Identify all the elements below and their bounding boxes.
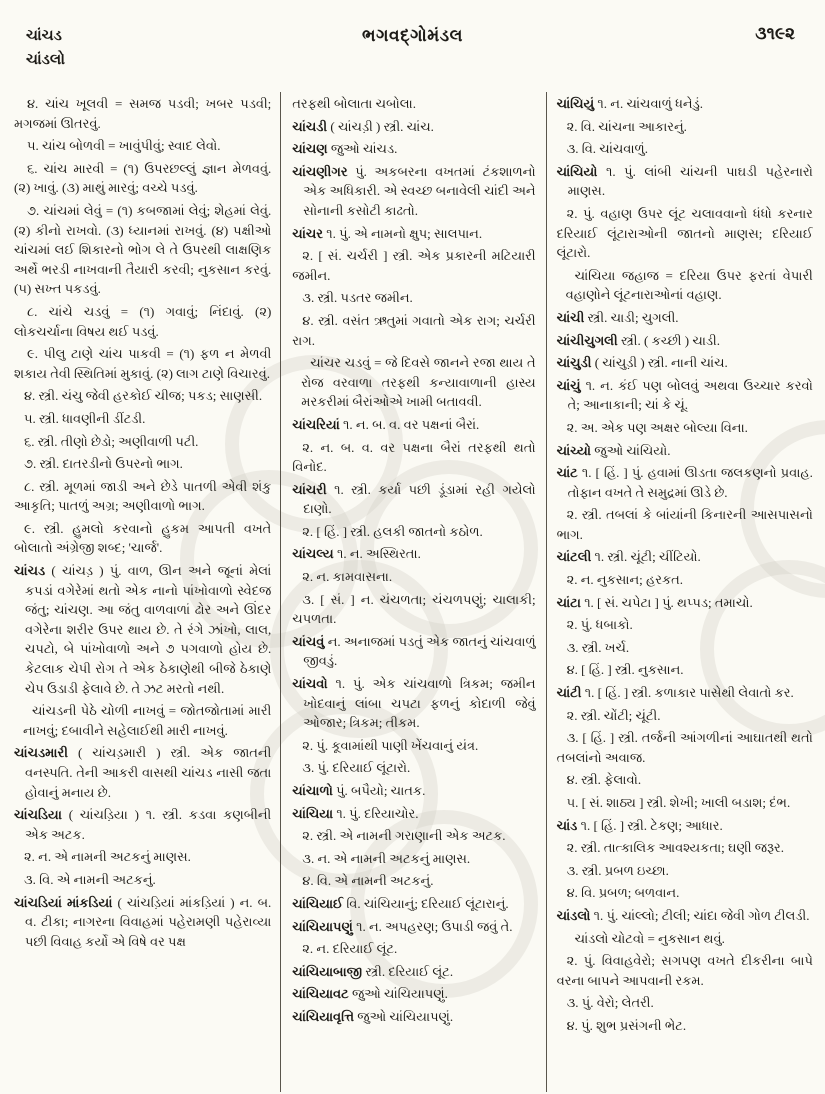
column-3 bbox=[547, 92, 813, 1092]
dict-entry: ચાંચિયાપણું ૧. ન. અપહરણ; ઉપાડી જવું તે. bbox=[292, 918, 513, 934]
dict-entry: ચાંચવું ન. અનાજમાં પડતું એક જાતનું ચાંચવાળું જીવડું. bbox=[292, 633, 536, 669]
dict-idiom: ચાંડલો ચોટવો = નુકસાન થવું. bbox=[574, 930, 725, 946]
dict-entry: ચાંચડમારી ( ચાંચડ઼મારી ) સ્ત્રી. એક જાતની વનસ્પતિ. તેની આકરી વાસથી ચાંચડ નાસી જતા હોવાનું મનાય છે. bbox=[14, 745, 272, 800]
dict-idiom: ચાંચર ચડવું = જે દિવસે જાનને રજા થાય તે રોજ વરવાળા તરફથી કન્યાવાળાની હાસ્ય મરકરીમાં બૈરાંઓએ ખામી બતાવવી. bbox=[301, 355, 536, 410]
headword: ચાંચર bbox=[292, 225, 327, 241]
dict-entry: ચાંચડી ( ચાંચડ઼ી ) સ્ત્રી. ચાંચ. bbox=[292, 118, 434, 134]
headword: ચાંચડિયાં માંકડિયાં bbox=[14, 894, 118, 910]
dict-numdef: ૨. [ સં. ચર્ચરી ] સ્ત્રી. એક પ્રકારની મટિયારી જમીન. bbox=[292, 248, 536, 283]
headword: ચાંચરી bbox=[292, 481, 335, 497]
headword: ચાંડ bbox=[556, 817, 581, 833]
dict-entry: ચાંચ્યો જુઓ ચાંચિયો. bbox=[556, 442, 671, 458]
headword: ચાંચડમારી bbox=[14, 745, 78, 761]
headword: ચાંચિયો bbox=[556, 163, 606, 179]
dict-numdef: ૨. સ્ત્રી. ચોંટી; ચૂંટી. bbox=[566, 707, 661, 723]
dict-entry: ચાંચણ જુઓ ચાંચડ. bbox=[292, 141, 398, 157]
dict-numdef: ૨. ન. બ. વ. વર પક્ષના બૈરાં તરફથી થતો વિનોદ. bbox=[292, 439, 536, 475]
dict-numdef: ૪. [ હિં. ] સ્ત્રી. નુકસાન. bbox=[566, 662, 684, 678]
headword: ચાંચીચુગલી bbox=[556, 332, 621, 348]
headword: ચાંચિયાઈ bbox=[292, 895, 347, 911]
dict-entry: ચાંચાળો પું. બપૈયો; ચાતક. bbox=[292, 783, 426, 798]
dict-sense: ૫. ચાંચ બોળવી = ખાવુંપીવું; સ્વાદ લેવો. bbox=[27, 138, 221, 154]
dict-numdef: ૫. [ સં. શાઠ્ય ] સ્ત્રી. શેખી; ખાલી બડાશ; દંભ. bbox=[566, 795, 791, 810]
headword: ચાંચણીગર bbox=[292, 163, 356, 179]
dict-numdef: ૨. ન. નુકસાન; હરકત. bbox=[566, 572, 684, 588]
column-2 bbox=[280, 92, 546, 1092]
dict-entry: ચાંટલી ૧. સ્ત્રી. ચૂંટી; ચીંટિયો. bbox=[556, 549, 701, 565]
dict-entry: ચાંચિયાવટ જુઓ ચાંચિયાપણું. bbox=[292, 986, 448, 1002]
dict-entry: ચાંડલો ૧. પું. ચાંલ્લો; ટીલી; ચાંદા જેવી ગોળ ટીલડી. bbox=[556, 907, 810, 923]
dict-entry: ચાંચલ્ય ૧. ન. અસ્થિરતા. bbox=[292, 546, 421, 562]
dict-numdef: ૫. સ્ત્રી. ધાવણીની ડીંટડી. bbox=[24, 410, 146, 426]
headword: ચાંચિયાવૃત્તિ bbox=[292, 1008, 358, 1024]
dict-entry: ચાંચવો ૧. પું. એક ચાંચવાળો ત્રિકમ; જમીન ખોદવાનું લાંબા ચપટા ફળનું કોદાળી જેવું ઓજાર; ત્રિકમ; તીકમ. bbox=[292, 676, 536, 731]
headword: ચાંચણ bbox=[292, 141, 331, 157]
dict-numdef: ૪. વિ. પ્રબળ; બળવાન. bbox=[566, 885, 680, 901]
dict-entry: ચાંટી ૧. [ હિં. ] સ્ત્રી. કળાકાર પાસેથી લેવાતો કર. bbox=[556, 685, 794, 701]
headword: ચાંટલી bbox=[556, 549, 595, 565]
dict-entry: ચાંચડિયાં માંકડિયાં ( ચાંચડ઼િયાં માંકડ઼િયાં ) ન. બ. વ. ટીકા; નાગરના વિવાહમાં પહેરામણી પહેરાવ્યા પછી વિવાહ કર્યો એ વિષે વર પક્ષ bbox=[14, 894, 272, 949]
headword: ચાંટી bbox=[556, 685, 585, 701]
headword: ચાંચલ્ય bbox=[292, 546, 337, 562]
dict-entry: ચાંચું ૧. ન. કંઈ પણ બોલવું અથવા ઉચ્ચાર કરવો તે; આનાકાની; ચાં કે ચૂં. bbox=[556, 377, 813, 413]
headword: ચાંટ bbox=[556, 465, 582, 481]
book-title: ભગવદ્ગોમંડલ bbox=[362, 26, 463, 45]
headword: ચાંચવો bbox=[292, 676, 336, 692]
dict-numdef: ૨. ન. કામવાસના. bbox=[302, 569, 393, 585]
text-columns bbox=[14, 92, 813, 1092]
dict-sense: ૭. ચાંચમાં લેવું = (૧) કબજામાં લેવું; શેહમાં લેવું. (૨) કીનો રાખવો. (૩) ધ્યાનમાં રાખવું. (૪) પક્ષીઓ ચાંચમાં લઈ શિકારનો ભોગ લે તે ઉપરથી લાક્ષણિક અર્થે ભરડી નાખવાની તૈયારી કરવી; નુકસાન કરવું. (૫) સખ્ત પકડવું. bbox=[14, 202, 272, 297]
dict-sense: ૯. પીલુ ટાણે ચાંચ પાકવી = (૧) ફળ ન મેળવી શકાય તેવી સ્થિતિમાં મુકાવું. (૨) લાગ ટાણે વિચારવું. bbox=[14, 346, 272, 381]
headword: ચાંચિયાબાજી bbox=[292, 963, 366, 979]
page-header bbox=[0, 0, 825, 78]
headword: ચાંચ્યો bbox=[556, 442, 595, 458]
dict-entry: ચાંચડિયા ( ચાંચડ઼િયા ) ૧. સ્ત્રી. કડવા કણબીની એક અટક. bbox=[14, 807, 272, 842]
dict-entry: ચાંડ ૧. [ હિં. ] સ્ત્રી. ટેકણ; આધાર. bbox=[556, 817, 723, 833]
dict-sense: ૮. ચાંચે ચડવું = (૧) ગવાવું; નિંદાવું. (૨) લોકચર્ચાના વિષય થઈ પડવું. bbox=[14, 303, 272, 339]
headword: ચાંચિયું bbox=[556, 96, 598, 111]
dict-entry: ચાંચિયાઈ વિ. ચાંચિયાનું; દરિયાઈ લૂંટારાનું. bbox=[292, 895, 509, 911]
dict-numdef: ૯. સ્ત્રી. હુમલો કરવાનો હુકમ આપતી વખતે બોલાતો અંગ્રેજી શબ્દ; 'ચાર્જ'. bbox=[14, 520, 272, 556]
dict-numdef: ૨. સ્ત્રી. તબલાં કે બાંયાંની કિનારની આસપાસનો ભાગ. bbox=[556, 507, 813, 542]
dict-numdef: ૪. પું. શુભ પ્રસંગની ભેટ. bbox=[566, 1017, 687, 1033]
dict-numdef: ૨. પું. ધબાકો. bbox=[566, 617, 633, 633]
dict-entry: ચાંચુડી ( ચાંચુડ઼ી ) સ્ત્રી. નાની ચાંચ. bbox=[556, 355, 728, 371]
dict-numdef: ૩. ન. એ નામની અટકનું માણસ. bbox=[302, 850, 471, 866]
dict-numdef: ૬. સ્ત્રી. તીણો છેડો; અણીવાળી પટી. bbox=[24, 433, 199, 449]
dict-numdef: ૨. ન. દરિયાઈ લૂંટ. bbox=[302, 941, 398, 957]
dict-entry: ચાંચરી ૧. સ્ત્રી. કર્યા પછી ડૂંડામાં રહી ગયેલો દાણો. bbox=[292, 481, 536, 517]
headword: ચાંચુડી bbox=[556, 355, 595, 371]
dict-numdef: ૩. [ હિં. ] સ્ત્રી. તર્જની આંગળીનાં આઘાતથી થતો તબલાંનો અવાજ. bbox=[556, 730, 813, 765]
dict-entry: ચાંચડ ( ચાંચડ઼ ) પું. વાળ, ઊન અને જૂનાં મેલાં કપડાં વગેરેમાં થતો એક નાનો પાંખોવાળો સ્વેદજ જંતુ; ચાંચણ. આ જંતુ વાળવાળાં ઢોર અને ઊંદર વગેરેના શરીર ઉપર થાય છે. તે રંગે ઝાંખો, લાલ, ચપટો, બે પાંખોવાળો અને ૭ પગવાળો હોય છે. કેટલાક ચેપી રોગ તે એક ઠેકાણેથી બીજે ઠેકાણે ચેપ ઉડાડી ફેલાવે છે. તે ઝટ મરતો નથી. bbox=[14, 563, 272, 696]
dict-entry: ચાંચિયાબાજી સ્ત્રી. દરિયાઈ લૂંટ. bbox=[292, 963, 454, 979]
headword: ચાંચિયાવટ bbox=[292, 986, 352, 1002]
page-number: ૩૧૯૨ bbox=[755, 24, 795, 43]
column-1 bbox=[14, 92, 280, 1092]
dict-entry: ચાંચિયું ૧. ન. ચાંચવાળું ધનેડું. bbox=[556, 96, 704, 111]
headword: ચાંચિયા bbox=[292, 805, 337, 821]
dict-numdef: ૩. [ સં. ] ન. ચંચળતા; ચંચળપણું; ચાલાકી; ચપળતા. bbox=[292, 591, 536, 627]
headword: ચાંચરિયાં bbox=[292, 416, 344, 432]
dict-sense: ૬. ચાંચ મારવી = (૧) ઉપરછલ્લું જ્ઞાન મેળવવું. (૨) ખાવું. (૩) માથું મારવું; વચ્ચે પડવું. bbox=[14, 160, 272, 196]
dict-numdef: ૪. વિ. એ નામની અટકનું. bbox=[302, 873, 434, 889]
dict-numdef: ૨. સ્ત્રી. એ નામની ગરાણાની એક અટક. bbox=[302, 828, 506, 844]
dict-numdef: ૪. સ્ત્રી. ચંચુ જેવી હરકોઈ ચીજ; પકડ; સાણસી. bbox=[24, 388, 263, 404]
dict-entry: ચાંચણીગર પું. અકબરના વખતમાં ટંકશાળનો એક અધિકારી. એ સ્વચ્છ બનાવેલી ચાંદી અને સોનાની કસોટી કાઢતો. bbox=[292, 163, 536, 218]
dict-entry: ચાંચિયા ૧. પું. દરિયાચોર. bbox=[292, 805, 419, 821]
dict-entry: ચાંટા ૧. [ સં. ચપેટા ] પું. થપ્પડ; તમાચો. bbox=[556, 594, 753, 610]
dict-numdef: ૩. સ્ત્રી. પ્રબળ ઇચ્છા. bbox=[566, 862, 669, 878]
headword: ચાંચડિયા bbox=[14, 807, 69, 823]
dict-numdef: ૨. સ્ત્રી. તાત્કાલિક આવશ્યકતા; ઘણી જરૂર. bbox=[566, 840, 784, 856]
dict-entry: ચાંચીચુગલી સ્ત્રી. ( કચ્છી ) ચાડી. bbox=[556, 332, 721, 348]
headword: ચાંચવું bbox=[292, 633, 328, 649]
dict-sense: ૪. ચાંચ ખૂલવી = સમજ પડવી; ખબર પડવી; મગજમાં ઊતરવું. bbox=[14, 96, 272, 131]
dict-numdef: ૨. પું. વિવાહવેરો; સગપણ વખતે દીકરીના બાપે વરના બાપને આપવાની રકમ. bbox=[556, 953, 813, 988]
dict-entry: ચાંચિયાવૃત્તિ જુઓ ચાંચિયાપણું. bbox=[292, 1008, 454, 1024]
dict-entry: ચાંચી સ્ત્રી. ચાડી; ચુગલી. bbox=[556, 309, 679, 325]
dict-numdef: ૨. અ. એક પણ અક્ષર બોલ્યા વિના. bbox=[566, 419, 748, 435]
dict-entry: ચાંચર ૧. પું. એ નામનો ક્ષુપ; સાલપાન. bbox=[292, 225, 483, 241]
dict-numdef: ૨. પું. વહાણ ઉપર લૂંટ ચલાવવાનો ધંધો કરનાર દરિયાઈ લૂંટારાઓની જાતનો માણસ; દરિયાઈ લૂંટારો. bbox=[556, 205, 813, 261]
headword: ચાંડલો bbox=[556, 907, 594, 923]
dict-numdef: ૩. સ્ત્રી. પડતર જમીન. bbox=[302, 290, 413, 306]
dict-numdef: ૨. વિ. ચાંચના આકારનું. bbox=[566, 118, 687, 134]
dict-numdef: ૩. વિ. ચાંચવાળું. bbox=[566, 141, 648, 157]
dict-numdef: ૨. [ હિં. ] સ્ત્રી. હલકી જાતનો કઠોળ. bbox=[302, 523, 483, 539]
headword: ચાંચિયાપણું bbox=[292, 918, 357, 934]
headword: ચાંચડ bbox=[14, 563, 52, 579]
dict-entry: ચાંટ ૧. [ હિં. ] પું. હવામાં ઊડતા જલકણનો પ્રવાહ. તોફાન વખતે તે સમુદ્રમાં ઊડે છે. bbox=[556, 465, 813, 500]
dict-numdef: ૪. સ્ત્રી. ફેલાવો. bbox=[566, 772, 642, 788]
guide-word-bottom: ચાંડલો bbox=[26, 52, 66, 68]
dict-numdef: ૩. વિ. એ નામની અટકનું. bbox=[24, 871, 156, 887]
headword: ચાંચી bbox=[556, 309, 588, 325]
headword: ચાંટા bbox=[556, 594, 585, 610]
headword: ચાંચડી bbox=[292, 118, 331, 134]
dict-idiom: ચાંચડની પેઠે ચોળી નાખવું = જોતજોતામાં મારી નાખવું; દબાવીને સહેલાઈથી મારી નાખવું. bbox=[23, 703, 272, 738]
guide-word-top: ચાંચડ bbox=[26, 28, 62, 44]
dict-numdef: ૭. સ્ત્રી. દાતરડીનો ઉપરનો ભાગ. bbox=[24, 456, 183, 472]
dict-numdef: ૨. પું. કૂવામાંથી પાણી ખેંચવાનું યંત્ર. bbox=[302, 737, 479, 753]
dict-numdef: ૩. સ્ત્રી. ખર્ચ. bbox=[566, 639, 630, 655]
dict-numdef: ૨. ન. એ નામની અટકનું માણસ. bbox=[24, 849, 191, 865]
dict-entry: ચાંચરિયાં ૧. ન. બ. વ. વર પક્ષનાં બૈરાં. bbox=[292, 416, 480, 432]
headword: ચાંચું bbox=[556, 377, 586, 393]
dict-idiom: ચાંચિયા જહાજ = દરિયા ઉપર ફરતાં વેપારી વહાણોને લૂંટનારાઓનાં વહાણ. bbox=[565, 267, 813, 303]
dict-numdef: ૪. સ્ત્રી. વસંત ઋતુમાં ગવાતો એક રાગ; ચર્ચરી રાગ. bbox=[292, 312, 536, 348]
dict-numdef: ૩. પું. વેરો; લેતરી. bbox=[566, 995, 654, 1011]
dict-numdef: ૩. પું. દરિયાઈ લૂંટારો. bbox=[302, 760, 411, 776]
headword: ચાંચાળો bbox=[292, 783, 337, 798]
dict-entry: ચાંચિયો ૧. પું. લાંબી ચાંચની પાઘડી પહેરનારો માણસ. bbox=[556, 163, 813, 199]
dict-numdef: ૮. સ્ત્રી. મૂળમાં જાડી અને છેડે પાતળી એવી શંકુ આકૃતિ; પાતળું અગ્ર; અણીવાળો ભાગ. bbox=[14, 478, 272, 514]
dict-cont: તરફથી બોલાતા ચબોલા. bbox=[292, 96, 416, 111]
